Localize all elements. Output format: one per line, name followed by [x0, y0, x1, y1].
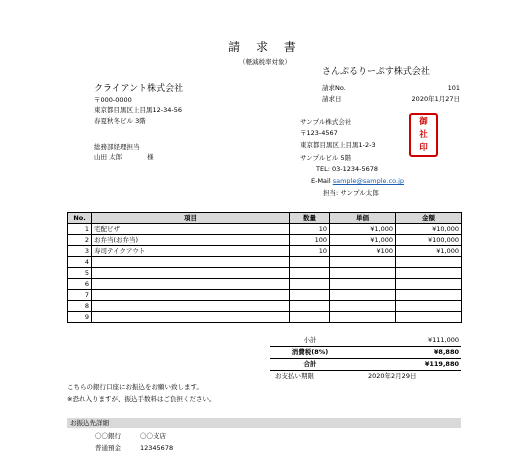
- sender-address: 東京都目黒区上目黒1-2-3: [300, 141, 376, 149]
- row-qty: [290, 257, 330, 268]
- row-no: 2: [68, 235, 92, 246]
- sender-company: サンプル株式会社: [300, 118, 352, 126]
- table-row: [68, 290, 462, 301]
- row-qty: 100: [290, 235, 330, 246]
- table-row: [68, 312, 462, 323]
- table-header-row: [68, 213, 462, 224]
- row-amount: [396, 257, 462, 268]
- total-row: [270, 359, 461, 371]
- invoice-no-value: 101: [447, 84, 460, 92]
- row-item: 寿司テイクアウト: [92, 246, 290, 257]
- seal-char: 社: [419, 130, 428, 140]
- table-row: [68, 268, 462, 279]
- row-price: [330, 301, 396, 312]
- row-amount: [396, 268, 462, 279]
- sender-contact-label: 担当:: [323, 189, 339, 197]
- row-qty: [290, 290, 330, 301]
- row-item: [92, 312, 290, 323]
- row-price: ¥1,000: [330, 235, 396, 246]
- client-company: クライアント株式会社: [94, 84, 184, 94]
- items-table: [67, 212, 462, 323]
- invoice-date-value: 2020年1月27日: [411, 95, 460, 103]
- note-line-2: ※恐れ入りますが、振込手数料はご負担ください。: [67, 395, 216, 403]
- row-qty: 10: [290, 224, 330, 235]
- due-value: 2020年2月29日: [368, 372, 417, 380]
- row-no: 4: [68, 257, 92, 268]
- sender-tel: TEL: 03-1234-5678: [316, 165, 379, 173]
- row-amount: ¥10,000: [396, 224, 462, 235]
- issuer-name: さんぷるりーぷす株式会社: [322, 67, 430, 77]
- tax-row: [270, 347, 461, 359]
- invoice-no-label: 請求No.: [322, 84, 346, 92]
- row-price: ¥1,000: [330, 224, 396, 235]
- row-no: 5: [68, 268, 92, 279]
- row-item: [92, 301, 290, 312]
- row-item: [92, 257, 290, 268]
- row-qty: [290, 279, 330, 290]
- table-row: [68, 224, 462, 235]
- subtotal-label: 小計: [270, 335, 350, 347]
- sender-email-link[interactable]: sample@sample.co.jp: [332, 177, 404, 185]
- table-row: [68, 257, 462, 268]
- bank-account-type: 普通預金: [95, 444, 121, 452]
- total-value: ¥119,880: [350, 359, 461, 371]
- row-qty: [290, 268, 330, 279]
- row-no: 9: [68, 312, 92, 323]
- row-no: 1: [68, 224, 92, 235]
- row-qty: [290, 312, 330, 323]
- row-price: [330, 279, 396, 290]
- row-price: [330, 290, 396, 301]
- due-label: お支払い期限: [275, 372, 314, 380]
- note-line-1: こちらの銀行口座にお振込をお願い致します。: [67, 383, 203, 391]
- sender-building: サンプルビル 5階: [300, 154, 352, 162]
- seal-char: 御: [419, 117, 428, 127]
- row-qty: [290, 301, 330, 312]
- row-item: [92, 268, 290, 279]
- invoice-date-label: 請求日: [322, 95, 342, 103]
- row-amount: [396, 301, 462, 312]
- client-department: 総務部経理担当: [94, 143, 140, 151]
- client-honorific: 様: [147, 153, 154, 161]
- row-amount: [396, 312, 462, 323]
- row-amount: [396, 290, 462, 301]
- sender-postal: 〒123-4567: [300, 129, 338, 137]
- header-no: No.: [68, 213, 92, 224]
- row-qty: 10: [290, 246, 330, 257]
- bank-account-number: 12345678: [140, 444, 174, 452]
- tax-label: 消費税(8%): [270, 347, 350, 359]
- company-seal: [409, 113, 438, 157]
- sender-contact-row: [323, 189, 379, 198]
- header-price: 単価: [330, 213, 396, 224]
- bank-branch: 〇〇支店: [140, 432, 166, 440]
- client-person: 山田 太郎: [94, 153, 123, 161]
- header-item: 項目: [92, 213, 290, 224]
- sender-contact-name: サンプル太郎: [340, 189, 379, 197]
- sender-email-row: [311, 177, 404, 186]
- sender-email-label: E-Mail: [311, 177, 331, 185]
- summary-table: [270, 335, 461, 371]
- row-price: ¥100: [330, 246, 396, 257]
- row-price: [330, 257, 396, 268]
- row-amount: ¥1,000: [396, 246, 462, 257]
- bank-heading-bar: [67, 418, 461, 428]
- row-no: 6: [68, 279, 92, 290]
- row-amount: [396, 279, 462, 290]
- row-no: 8: [68, 301, 92, 312]
- client-postal: 〒000-0000: [94, 96, 132, 104]
- header-qty: 数量: [290, 213, 330, 224]
- document-subtitle: （軽減税率対象）: [239, 58, 291, 66]
- document-title: 請 求 書: [228, 40, 302, 54]
- table-row: [68, 235, 462, 246]
- client-building: 春夏秋冬ビル 3階: [94, 117, 146, 125]
- row-no: 7: [68, 290, 92, 301]
- seal-char: 印: [419, 143, 428, 153]
- row-price: [330, 268, 396, 279]
- subtotal-value: ¥111,000: [350, 335, 461, 347]
- row-no: 3: [68, 246, 92, 257]
- row-item: [92, 290, 290, 301]
- client-address: 東京都目黒区上目黒12-34-56: [94, 106, 183, 114]
- table-row: [68, 301, 462, 312]
- total-label: 合計: [270, 359, 350, 371]
- row-price: [330, 312, 396, 323]
- subtotal-row: [270, 335, 461, 347]
- table-row: [68, 246, 462, 257]
- bank-name: 〇〇銀行: [95, 432, 121, 440]
- bank-heading: お振込先詳細: [70, 419, 109, 427]
- table-row: [68, 279, 462, 290]
- tax-value: ¥8,880: [350, 347, 461, 359]
- header-amount: 金額: [396, 213, 462, 224]
- row-item: [92, 279, 290, 290]
- row-amount: ¥100,000: [396, 235, 462, 246]
- row-item: お弁当(お弁当): [92, 235, 290, 246]
- row-item: 宅配ピザ: [92, 224, 290, 235]
